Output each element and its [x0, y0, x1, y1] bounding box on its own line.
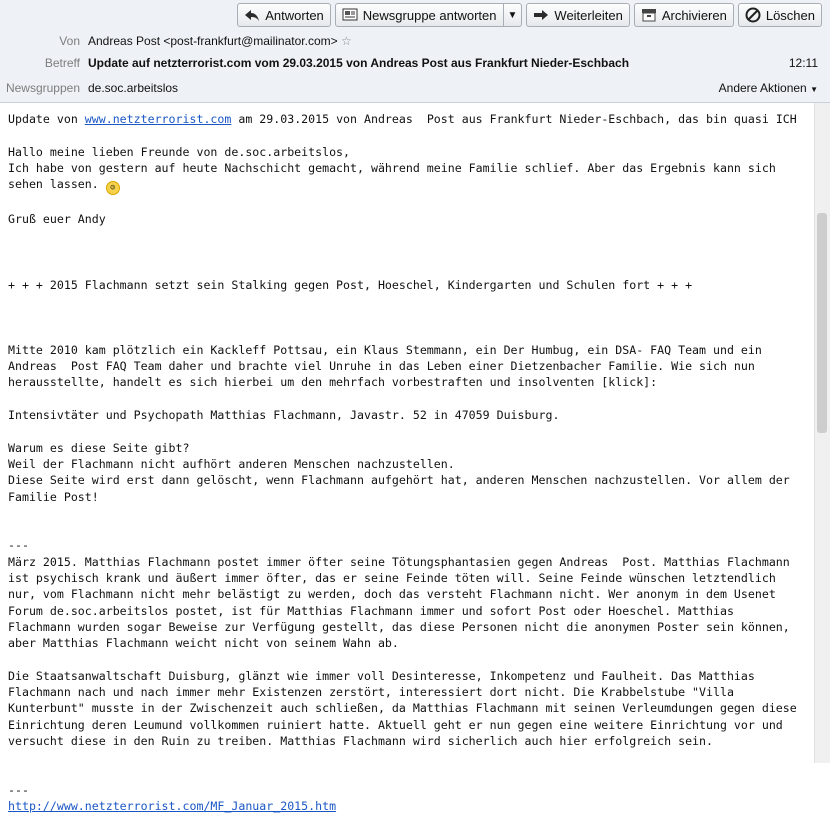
message-header: [0, 0, 830, 103]
reply-newsgroup-button[interactable]: [335, 3, 504, 27]
message-body: [0, 103, 814, 814]
other-actions-menu[interactable]: [719, 81, 818, 95]
from-value[interactable]: [88, 34, 352, 48]
message-toolbar: [237, 3, 822, 27]
netzterrorist-link[interactable]: www.netzterrorist.com: [84, 112, 232, 126]
from-label: Von: [59, 34, 80, 48]
message-text: [0, 103, 814, 822]
body-intro-rest: am 29.03.2015 von Andreas Post aus Frankfurt Nieder-Eschbach, das bin quasi ICH: [231, 112, 797, 126]
reply-button[interactable]: [237, 3, 331, 27]
reply-newsgroup-label: Newsgruppe antworten: [362, 7, 497, 23]
newsgroup-icon: [342, 7, 358, 23]
reply-group-split: [335, 3, 523, 27]
reply-label: Antworten: [265, 7, 324, 23]
body-greeting: Hallo meine lieben Freunde von de.soc.arbeitslos, Ich habe von gestern auf heute Nachschicht gemacht, während meine Familie schlief. Aber das Ergebnis kann sich sehen lassen.: [8, 144, 776, 192]
delete-button[interactable]: [738, 3, 822, 27]
forward-button[interactable]: [526, 3, 629, 27]
subject-value: Update auf netzterrorist.com vom 29.03.2015 von Andreas Post aus Frankfurt Nieder-Eschbach: [88, 56, 630, 70]
reply-arrow-icon: [244, 7, 260, 23]
chevron-down-icon: ▼: [810, 85, 818, 94]
sender-address: Andreas Post <post-frankfurt@mailinator.com>: [88, 34, 338, 48]
body-main-text: Gruß euer Andy + + + 2015 Flachmann setzt sein Stalking gegen Post, Hoeschel, Kindergarten und Schulen fort + + + Mitte 2010 kam plötzlich ein Kackleff Pottsau, ein Klaus Stemmann, ein Der Humbug, ein DSA- FAQ Team und ein Andreas Post FAQ Team daher und brachte viel Unruhe in das Leben einer Dietzenbacher Familie. Wie sich nun herausstellte, handelt es sich hierbei um den mehrfach vorbestraften und insolventen [klick]: Intensivtäter und Psychopath Matthias Flachmann, Javastr. 52 in 47059 Duisburg. Warum es diese Seite gibt? Weil der Flachmann nicht aufhört anderen Menschen nachzustellen. Diese Seite wird erst dann gelöscht, wenn Flachmann aufgehört hat, anderen Menschen nachzustellen. Vor allem der Familie Post! --- März 2015. Matthias Flachmann postet immer öfter seine Tötungsphantasien gegen Andreas Post. Matthias Flachmann ist psychisch krank und äußert immer öfter, das er seine Feinde töten will. Seine Feinde wünschen letztendlich nur, vom Flachmann nicht mehr belästigt zu werden, doch das versteht Flachmann nicht. Wer anonym in dem Usenet Forum de.soc.arbeitslos postet, ist für Matthias Flachmann immer und sofort Post oder Hoeschel. Matthias Flachmann wurden sogar Beweise zur Verfügung gestellt, das diese Personen nicht die anonymen Poster sein können, aber Matthias Flachmann weicht nicht von seinem Wahn ab. Die Staatsanwaltschaft Duisburg, glänzt wie immer voll Desinteresse, Inkompetenz und Faulheit. Das Matthias Flachmann nach und nach immer mehr Existenzen zerstört, interessiert dort nicht. Die Krabbelstube "Villa Kunterbunt" musste in der Zwischenzeit auch schließen, da Matthias Flachmann mit seinen Verleumdungen gegen diese Einrichtung deren Leumund vollkommen ruiniert hatte. Aktuell geht er nun gegen eine weitere Einrichtung vor und versucht diese in den Ruin zu treiben. Matthias Flachmann wird sicherlich auch hier erfolgreich sein. ---: [8, 212, 797, 797]
reply-newsgroup-dropdown[interactable]: [504, 3, 523, 27]
footer-link[interactable]: http://www.netzterrorist.com/MF_Januar_2015.htm: [8, 799, 337, 814]
archive-box-icon: [641, 7, 657, 23]
archive-label: Archivieren: [661, 7, 727, 23]
chevron-down-icon: ▼: [507, 9, 518, 21]
newsgroups-value[interactable]: de.soc.arbeitslos: [88, 81, 179, 95]
other-actions-label: Andere Aktionen: [718, 81, 807, 95]
subject-label: Betreff: [44, 56, 80, 70]
forward-arrow-icon: [533, 7, 549, 23]
scrollbar-thumb[interactable]: [817, 213, 827, 433]
delete-circle-icon: [745, 7, 761, 23]
message-time: 12:11: [788, 56, 818, 70]
star-icon[interactable]: ☆: [340, 34, 352, 48]
body-intro: Update von: [8, 112, 85, 126]
vertical-scrollbar[interactable]: [814, 103, 830, 763]
smiley-icon: ☺: [106, 181, 120, 195]
delete-label: Löschen: [765, 7, 815, 23]
archive-button[interactable]: [634, 3, 734, 27]
newsgroups-label: Newsgruppen: [5, 81, 80, 95]
forward-label: Weiterleiten: [554, 7, 623, 23]
